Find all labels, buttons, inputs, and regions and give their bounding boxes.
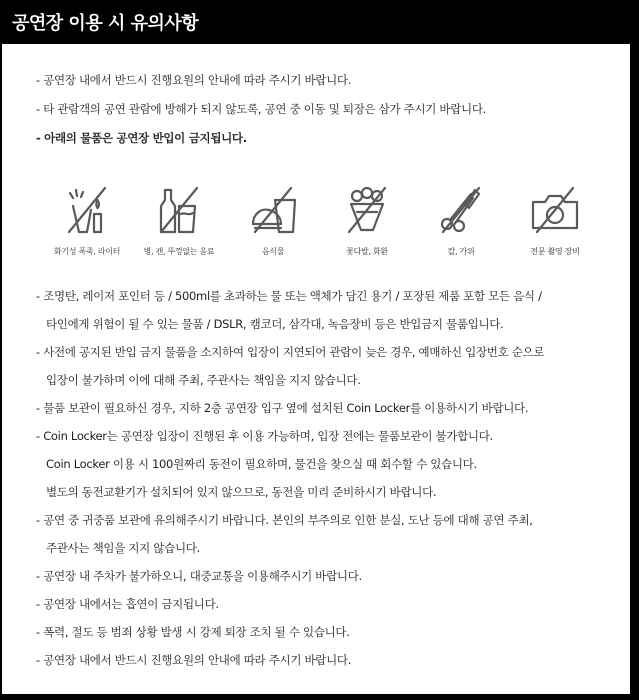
rule-line-continuation: 주관사는 책임을 지지 않습니다. [46, 541, 200, 555]
prohibited-item-label: 칼, 가위 [447, 247, 475, 256]
prohibited-item-label: 화기성 폭죽, 라이터 [53, 247, 121, 256]
notice-panel [2, 44, 630, 694]
rule-line: - 물품 보관이 필요하신 경우, 지하 2층 공연장 입구 옆에 설치된 Coin Locker를 이용하시기 바랍니다. [36, 401, 529, 415]
prohibited-items-row [42, 184, 602, 289]
rule-line: - 공연장 내에서 반드시 진행요원의 안내에 따라 주시기 바랍니다. [36, 653, 352, 667]
food-icon [247, 184, 299, 236]
rule-line: - Coin Locker는 공연장 입장이 진행된 후 이용 가능하며, 입장 전에는 물품보관이 불가합니다. [36, 429, 493, 443]
bouquet-icon [341, 184, 393, 236]
rule-line-continuation: Coin Locker 이용 시 100원짜리 동전이 필요하며, 물건을 찾으실 때 회수할 수 있습니다. [46, 457, 477, 471]
rule-line-continuation: 별도의 동전교환기가 설치되어 있지 않으므로, 동전을 미리 준비하시기 바랍니다. [46, 485, 437, 499]
rules-list [36, 282, 544, 674]
page-title: 공연장 이용 시 유의사항 [12, 13, 199, 34]
lighter-icon [61, 184, 113, 236]
header-bar [0, 0, 639, 44]
prohibited-item [42, 184, 132, 257]
notice-line: - 공연장 내에서 반드시 진행요원의 안내에 따라 주시기 바랍니다. [36, 73, 352, 87]
rule-line-continuation: 타인에게 위험이 될 수 있는 물품 / DSLR, 캠코더, 삼각대, 녹음장비 등은 반입금지 물품입니다. [46, 317, 504, 331]
knife-scissors-icon [435, 184, 487, 236]
prohibited-item [134, 184, 224, 257]
bottle-can-icon [153, 184, 205, 236]
prohibited-item-label: 병, 캔, 뚜껑없는 음료 [143, 247, 215, 256]
prohibited-item-label: 전문 촬영 장비 [530, 247, 580, 256]
notice-line: - 타 관람객의 공연 관람에 방해가 되지 않도록, 공연 중 이동 및 퇴장은 삼가 주시기 바랍니다. [36, 102, 487, 116]
camera-icon [529, 184, 581, 236]
rule-line: - 폭력, 절도 등 범죄 상황 발생 시 강제 퇴장 조치 될 수 있습니다. [36, 625, 350, 639]
prohibited-item [228, 184, 318, 257]
rule-line: - 공연장 내에서는 흡연이 금지됩니다. [36, 597, 219, 611]
rule-line-continuation: 입장이 불가하며 이에 대해 주최, 주관사는 책임을 지지 않습니다. [46, 373, 361, 387]
rule-line: - 조명탄, 레이저 포인터 등 / 500ml를 초과하는 물 또는 액체가 담긴 용기 / 포장된 제품 포함 모든 음식 / [36, 289, 542, 303]
notice-prohibited-heading: - 아래의 물품은 공연장 반입이 금지됩니다. [36, 131, 247, 145]
prohibited-item [322, 184, 412, 257]
rule-line: - 공연장 내 주차가 불가하오니, 대중교통을 이용해주시기 바랍니다. [36, 569, 362, 583]
prohibited-item [416, 184, 506, 257]
prohibited-item [510, 184, 600, 257]
rule-line: - 사전에 공지된 반입 금지 물품을 소지하여 입장이 지연되어 관람이 늦은 경우, 예매하신 입장번호 순으로 [36, 345, 545, 359]
rule-line: - 공연 중 귀중품 보관에 유의해주시기 바랍니다. 본인의 부주의로 인한 분실, 도난 등에 대해 공연 주최, [36, 513, 533, 527]
prohibited-item-label: 꽃다발, 화환 [346, 247, 388, 256]
prohibited-item-label: 음식물 [261, 247, 285, 256]
